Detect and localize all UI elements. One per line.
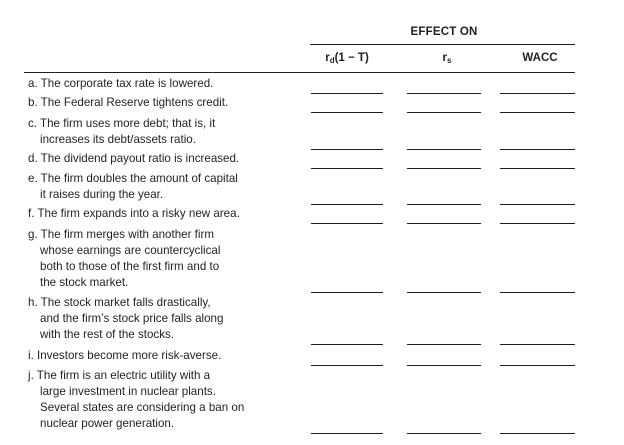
answer-blank-wacc[interactable] [500, 93, 575, 94]
answer-blank-rd[interactable] [311, 365, 383, 366]
item-text-line: d. The dividend payout ratio is increased. [28, 152, 240, 165]
answer-blank-rs[interactable] [407, 149, 481, 150]
list-item [28, 295, 290, 343]
effect-on-header: EFFECT ON [410, 26, 478, 38]
list-item [28, 171, 290, 203]
answer-blank-wacc[interactable] [500, 204, 575, 205]
answer-blank-rd[interactable] [311, 149, 383, 150]
answer-blank-wacc[interactable] [500, 149, 575, 150]
answer-blank-rd[interactable] [311, 112, 383, 113]
column-header-cost-of-equity: $r_s$ [442, 52, 452, 65]
answer-blank-rd[interactable] [311, 223, 383, 224]
answer-blank-wacc[interactable] [500, 223, 575, 224]
answer-blank-rs[interactable] [407, 223, 481, 224]
item-text-line: f. The firm expands into a risky new area. [28, 207, 240, 220]
list-item [28, 95, 290, 111]
answer-blank-rs[interactable] [407, 292, 481, 293]
answer-blank-rd[interactable] [311, 204, 383, 205]
item-text-line: nuclear power generation. [40, 417, 175, 430]
list-item [28, 151, 290, 167]
list-item [28, 76, 290, 92]
answer-blank-rs[interactable] [407, 168, 481, 169]
answer-blank-rd[interactable] [311, 292, 383, 293]
item-text-line: g. The firm merges with another firm [28, 228, 214, 241]
column-header-wacc: WACC [522, 52, 558, 64]
header-underline [310, 44, 575, 45]
answer-blank-wacc[interactable] [500, 168, 575, 169]
list-item [28, 227, 290, 291]
item-text-line: e. The firm doubles the amount of capital [28, 172, 238, 185]
item-text-line: c. The firm uses more debt; that is, it [28, 117, 216, 130]
list-item [28, 116, 290, 148]
list-item [28, 348, 290, 364]
answer-blank-wacc[interactable] [500, 292, 575, 293]
answer-blank-rs[interactable] [407, 344, 481, 345]
item-text-line: large investment in nuclear plants. [40, 385, 216, 398]
answer-blank-rd[interactable] [311, 433, 383, 434]
answer-blank-wacc[interactable] [500, 344, 575, 345]
answer-blank-rs[interactable] [407, 93, 481, 94]
answer-blank-rd[interactable] [311, 344, 383, 345]
list-item [28, 368, 290, 432]
answer-blank-rd[interactable] [311, 93, 383, 94]
answer-blank-rd[interactable] [311, 168, 383, 169]
answer-blank-wacc[interactable] [500, 112, 575, 113]
item-text-line: whose earnings are countercyclical [40, 244, 221, 257]
column-header-after-tax-cost-of-debt: $r_d(1 - T)$ [325, 52, 369, 65]
answer-blank-wacc[interactable] [500, 365, 575, 366]
item-text-line: b. The Federal Reserve tightens credit. [28, 96, 229, 109]
item-text-line: with the rest of the stocks. [40, 328, 175, 341]
item-text-line: both to those of the first firm and to [40, 260, 220, 273]
item-text-line: and the firm’s stock price falls along [40, 312, 224, 325]
item-text-line: i. Investors become more risk-averse. [28, 349, 222, 362]
answer-blank-rs[interactable] [407, 112, 481, 113]
item-text-line: the stock market. [40, 276, 129, 289]
item-text-line: h. The stock market falls drastically, [28, 296, 211, 309]
answer-blank-rs[interactable] [407, 204, 481, 205]
answer-blank-rs[interactable] [407, 365, 481, 366]
item-text-line: j. The firm is an electric utility with a [28, 369, 211, 382]
item-text-line: it raises during the year. [40, 188, 164, 201]
item-text-line: a. The corporate tax rate is lowered. [28, 77, 214, 90]
answer-blank-rs[interactable] [407, 433, 481, 434]
table-top-rule [24, 72, 575, 73]
list-item [28, 206, 290, 222]
answer-blank-wacc[interactable] [500, 433, 575, 434]
item-text-line: Several states are considering a ban on [40, 401, 245, 414]
item-text-line: increases its debt/assets ratio. [40, 133, 196, 146]
